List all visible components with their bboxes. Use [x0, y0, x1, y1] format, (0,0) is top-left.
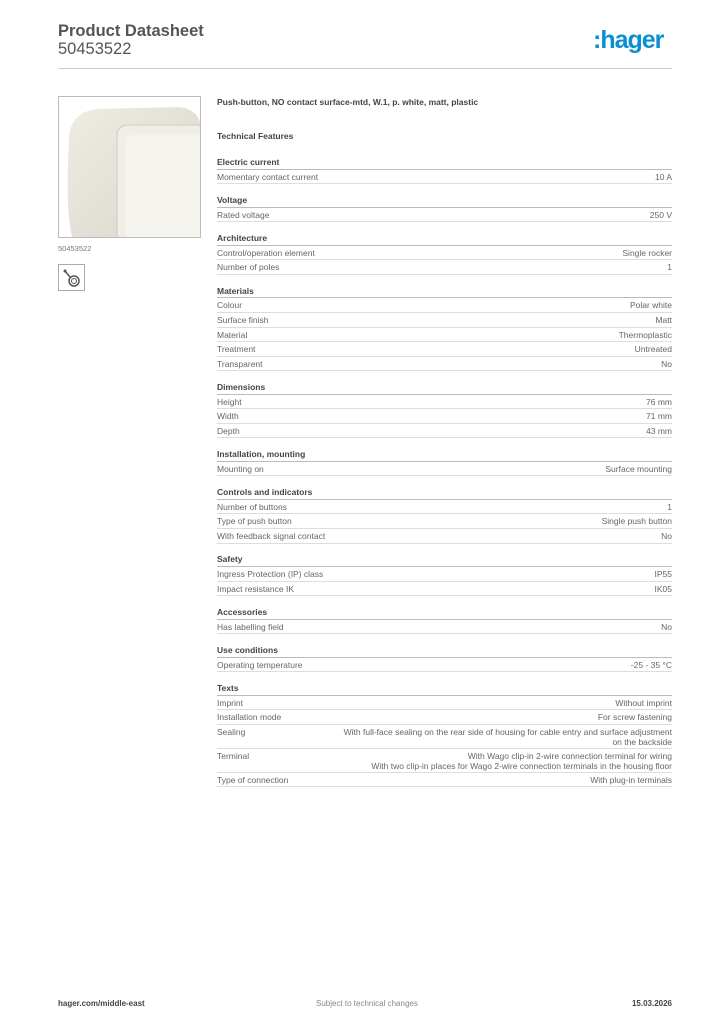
table-row	[217, 357, 672, 372]
row-value: Without imprint	[615, 697, 672, 708]
section-heading: Controls and indicators	[217, 485, 672, 500]
section	[217, 380, 672, 439]
row-label: Installation mode	[217, 712, 282, 723]
row-value: With plug-in terminals	[590, 774, 672, 785]
table-row	[217, 298, 672, 313]
table-row	[217, 424, 672, 439]
section	[217, 231, 672, 275]
row-value: 1	[667, 501, 672, 512]
row-label: Material	[217, 329, 248, 340]
row-value: No	[661, 531, 672, 542]
product-image	[58, 96, 201, 238]
table-row	[217, 395, 672, 410]
section-heading: Voltage	[217, 193, 672, 208]
row-label: Number of buttons	[217, 501, 287, 512]
row-value: With Wago clip-in 2-wire connection terminal for wiring With two clip-in places for Wago 2-wire connection terminals in the housing floor	[371, 750, 672, 772]
section	[217, 284, 672, 372]
row-label: Colour	[217, 300, 243, 311]
table-row	[217, 710, 672, 725]
table-row	[217, 500, 672, 515]
table-row	[217, 409, 672, 424]
table-row	[217, 208, 672, 223]
section	[217, 193, 672, 222]
section	[217, 552, 672, 596]
section	[217, 643, 672, 672]
row-value: -25 - 35 °C	[630, 659, 672, 670]
row-label: Height	[217, 396, 242, 407]
section	[217, 605, 672, 634]
row-label: Sealing	[217, 726, 246, 737]
row-label: Impact resistance IK	[217, 583, 295, 594]
row-value: Surface mounting	[605, 463, 672, 474]
table-row	[217, 313, 672, 328]
row-label: Imprint	[217, 697, 243, 708]
row-value: 76 mm	[646, 396, 672, 407]
row-label: With feedback signal contact	[217, 531, 326, 542]
section-heading: Use conditions	[217, 643, 672, 658]
row-label: Operating temperature	[217, 659, 303, 670]
footer-url[interactable]: hager.com/middle-east	[58, 999, 145, 1008]
section	[217, 485, 672, 544]
footer-note: Subject to technical changes	[316, 999, 418, 1008]
row-value: No	[661, 358, 672, 369]
row-value: Single rocker	[622, 247, 672, 258]
row-label: Type of connection	[217, 774, 289, 785]
row-value: Thermoplastic	[618, 329, 672, 340]
table-row	[217, 328, 672, 343]
page-title: Product Datasheet	[58, 22, 204, 40]
section-heading: Architecture	[217, 231, 672, 246]
row-label: Surface finish	[217, 314, 269, 325]
wiring-symbol-icon	[58, 264, 85, 291]
row-label: Treatment	[217, 344, 256, 355]
row-label: Ingress Protection (IP) class	[217, 569, 324, 580]
table-row	[217, 529, 672, 544]
table-row	[217, 170, 672, 185]
row-value: Polar white	[629, 300, 672, 311]
product-description: Push-button, NO contact surface-mtd, W.1, p. white, matt, plastic	[217, 97, 479, 107]
row-value: IK05	[654, 583, 672, 594]
table-row	[217, 342, 672, 357]
product-code: 50453522	[58, 40, 132, 58]
row-value: 250 V	[649, 209, 672, 220]
row-label: Mounting on	[217, 463, 264, 474]
section-heading: Installation, mounting	[217, 447, 672, 462]
section-heading: Safety	[217, 552, 672, 567]
row-value: IP55	[654, 569, 672, 580]
section-heading: Materials	[217, 284, 672, 299]
footer-date: 15.03.2026	[631, 999, 672, 1008]
section-heading: Texts	[217, 681, 672, 696]
table-row	[217, 260, 672, 275]
hager-logo: :hager	[593, 26, 664, 54]
row-value: For screw fastening	[597, 712, 672, 723]
row-value: Single push button	[601, 516, 672, 527]
section-heading: Accessories	[217, 605, 672, 620]
row-label: Depth	[217, 425, 240, 436]
row-value: 43 mm	[646, 425, 672, 436]
table-row	[217, 462, 672, 477]
table-row	[217, 773, 672, 788]
features-title: Technical Features	[217, 131, 294, 141]
section	[217, 681, 672, 788]
row-label: Terminal	[217, 750, 250, 761]
row-label: Number of poles	[217, 262, 280, 273]
row-label: Rated voltage	[217, 209, 270, 220]
row-label: Transparent	[217, 358, 263, 369]
table-row	[217, 567, 672, 582]
section	[217, 155, 672, 184]
table-row	[217, 725, 672, 749]
section	[217, 447, 672, 476]
row-value: 10 A	[654, 171, 672, 182]
row-label: Width	[217, 411, 239, 422]
table-row	[217, 514, 672, 529]
row-value: 71 mm	[646, 411, 672, 422]
table-row	[217, 696, 672, 711]
row-label: Type of push button	[217, 516, 292, 527]
row-label: Has labelling field	[217, 621, 284, 632]
features-table	[217, 155, 672, 796]
section-heading: Electric current	[217, 155, 672, 170]
table-row	[217, 658, 672, 673]
row-value: Untreated	[634, 344, 672, 355]
row-value: Matt	[655, 314, 672, 325]
table-row	[217, 620, 672, 635]
row-value: 1	[667, 262, 672, 273]
image-code: 50453522	[58, 244, 92, 253]
row-label: Control/operation element	[217, 247, 315, 258]
row-value: With full-face sealing on the rear side of housing for cable entry and surface adjustment on the backside	[343, 726, 672, 748]
section-heading: Dimensions	[217, 380, 672, 395]
table-row	[217, 246, 672, 261]
row-label: Momentary contact current	[217, 171, 319, 182]
table-row	[217, 749, 672, 773]
header-divider	[58, 68, 672, 69]
table-row	[217, 582, 672, 597]
row-value: No	[661, 621, 672, 632]
